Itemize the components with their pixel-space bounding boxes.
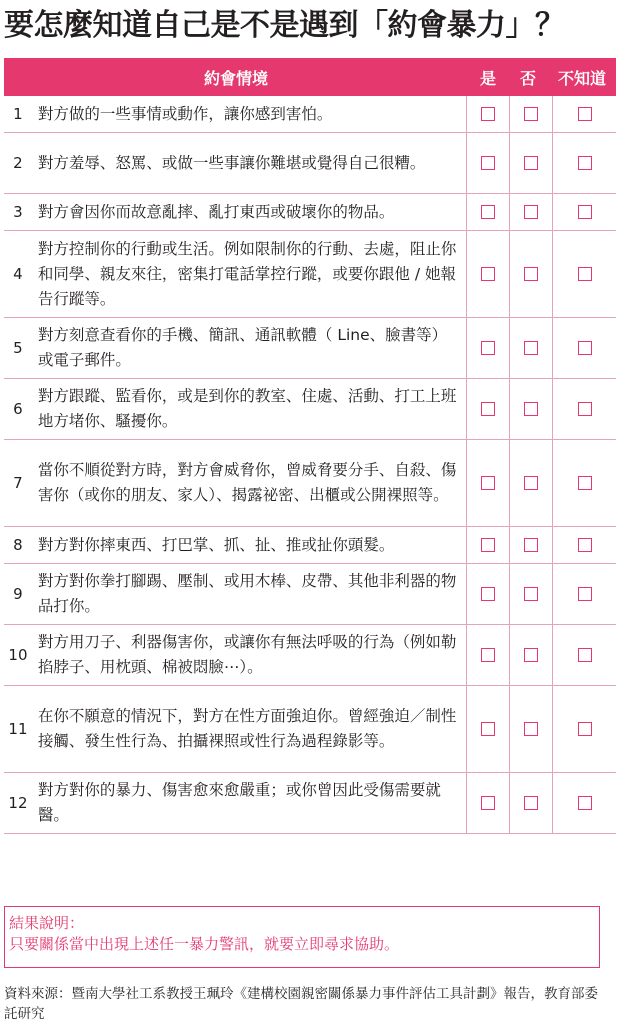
table-row bbox=[4, 440, 616, 527]
cell-unknown bbox=[552, 564, 616, 624]
row-number: 3 bbox=[13, 203, 23, 221]
checkbox-unknown[interactable] bbox=[578, 205, 592, 219]
row-text: 對方跟蹤、監看你，或是到你的教室、住處、活動、打工上班地方堵你、騷擾你。 bbox=[37, 387, 457, 430]
page-title: 要怎麼知道自己是不是遇到「約會暴力」？ bbox=[4, 8, 565, 43]
row-number: 4 bbox=[13, 265, 23, 283]
table-row bbox=[4, 96, 616, 133]
row-number: 7 bbox=[13, 474, 23, 492]
checkbox-unknown[interactable] bbox=[578, 796, 592, 810]
table-row bbox=[4, 133, 616, 194]
checkbox-unknown[interactable] bbox=[578, 107, 592, 121]
cell-yes bbox=[466, 133, 509, 193]
row-text: 對方用刀子、利器傷害你，或讓你有無法呼吸的行為（例如勒掐脖子、用枕頭、棉被悶臉⋯）。 bbox=[37, 633, 457, 676]
table-row bbox=[4, 625, 616, 686]
checkbox-no[interactable] bbox=[524, 587, 538, 601]
cell-yes bbox=[466, 527, 509, 563]
row-number: 8 bbox=[13, 536, 23, 554]
checkbox-no[interactable] bbox=[524, 107, 538, 121]
checkbox-yes[interactable] bbox=[481, 722, 495, 736]
row-text: 對方對你的暴力、傷害愈來愈嚴重；或你曾因此受傷需要就醫。 bbox=[37, 781, 441, 824]
checkbox-yes[interactable] bbox=[481, 648, 495, 662]
cell-no bbox=[509, 440, 552, 526]
checkbox-unknown[interactable] bbox=[578, 722, 592, 736]
table-header bbox=[4, 58, 616, 96]
cell-unknown bbox=[552, 686, 616, 772]
row-text: 對方羞辱、怒罵、或做一些事讓你難堪或覺得自己很糟。 bbox=[37, 153, 426, 172]
cell-yes bbox=[466, 686, 509, 772]
checkbox-unknown[interactable] bbox=[578, 587, 592, 601]
checkbox-yes[interactable] bbox=[481, 538, 495, 552]
checkbox-yes[interactable] bbox=[481, 341, 495, 355]
checkbox-no[interactable] bbox=[524, 341, 538, 355]
table-body bbox=[4, 96, 616, 834]
source-note: 資料來源：暨南大學社工系教授王珮玲《建構校園親密關係暴力事件評估工具計劃》報告，教育部委託研究 bbox=[4, 986, 598, 1022]
row-number: 5 bbox=[13, 339, 23, 357]
cell-yes bbox=[466, 564, 509, 624]
cell-unknown bbox=[552, 231, 616, 317]
checklist-table bbox=[4, 58, 616, 834]
cell-yes bbox=[466, 625, 509, 685]
header-yes: 是 bbox=[479, 68, 496, 88]
checkbox-no[interactable] bbox=[524, 476, 538, 490]
checkbox-no[interactable] bbox=[524, 796, 538, 810]
row-text: 對方會因你而故意亂摔、亂打東西或破壞你的物品。 bbox=[37, 202, 395, 221]
checkbox-no[interactable] bbox=[524, 538, 538, 552]
row-number: 11 bbox=[8, 720, 28, 738]
cell-yes bbox=[466, 440, 509, 526]
cell-yes bbox=[466, 231, 509, 317]
header-no: 否 bbox=[519, 68, 536, 88]
cell-unknown bbox=[552, 440, 616, 526]
checkbox-no[interactable] bbox=[524, 648, 538, 662]
checkbox-yes[interactable] bbox=[481, 267, 495, 281]
row-number: 6 bbox=[13, 400, 23, 418]
header-unknown: 不知道 bbox=[557, 68, 606, 88]
cell-yes bbox=[466, 318, 509, 378]
checkbox-no[interactable] bbox=[524, 156, 538, 170]
checkbox-yes[interactable] bbox=[481, 402, 495, 416]
cell-no bbox=[509, 686, 552, 772]
checkbox-unknown[interactable] bbox=[578, 402, 592, 416]
cell-unknown bbox=[552, 96, 616, 132]
cell-yes bbox=[466, 194, 509, 230]
cell-no bbox=[509, 773, 552, 833]
checkbox-unknown[interactable] bbox=[578, 538, 592, 552]
cell-no bbox=[509, 194, 552, 230]
checkbox-yes[interactable] bbox=[481, 796, 495, 810]
checkbox-yes[interactable] bbox=[481, 156, 495, 170]
row-number: 9 bbox=[13, 585, 23, 603]
table-row bbox=[4, 379, 616, 440]
table-row bbox=[4, 194, 616, 231]
table-row bbox=[4, 564, 616, 625]
cell-unknown bbox=[552, 527, 616, 563]
row-number: 1 bbox=[13, 105, 23, 123]
cell-no bbox=[509, 625, 552, 685]
checkbox-no[interactable] bbox=[524, 205, 538, 219]
row-number: 12 bbox=[8, 794, 28, 812]
cell-no bbox=[509, 318, 552, 378]
row-text: 對方做的一些事情或動作，讓你感到害怕。 bbox=[37, 104, 333, 123]
checkbox-no[interactable] bbox=[524, 402, 538, 416]
cell-no bbox=[509, 133, 552, 193]
checkbox-no[interactable] bbox=[524, 267, 538, 281]
header-situation: 約會情境 bbox=[203, 68, 268, 88]
table-row bbox=[4, 231, 616, 318]
row-text: 對方控制你的行動或生活。例如限制你的行動、去處，阻止你和同學、親友來往，密集打電話掌控行蹤，或要你跟他 / 她報告行蹤等。 bbox=[37, 239, 457, 308]
row-text: 對方刻意查看你的手機、簡訊、通訊軟體（ Line、臉書等）或電子郵件。 bbox=[37, 326, 448, 369]
checkbox-unknown[interactable] bbox=[578, 476, 592, 490]
checkbox-yes[interactable] bbox=[481, 476, 495, 490]
checkbox-yes[interactable] bbox=[481, 205, 495, 219]
cell-unknown bbox=[552, 379, 616, 439]
table-row bbox=[4, 773, 616, 834]
cell-yes bbox=[466, 96, 509, 132]
row-number: 10 bbox=[8, 646, 28, 664]
row-text: 對方對你拳打腳踢、壓制、或用木棒、皮帶、其他非利器的物品打你。 bbox=[37, 572, 457, 615]
cell-no bbox=[509, 96, 552, 132]
checkbox-unknown[interactable] bbox=[578, 341, 592, 355]
row-text: 在你不願意的情況下，對方在性方面強迫你。曾經強迫／制性接觸、發生性行為、拍攝裸照或性行為過程錄影等。 bbox=[37, 707, 457, 750]
checkbox-unknown[interactable] bbox=[578, 648, 592, 662]
cell-unknown bbox=[552, 625, 616, 685]
result-box bbox=[4, 906, 600, 968]
cell-no bbox=[509, 527, 552, 563]
checkbox-yes[interactable] bbox=[481, 587, 495, 601]
cell-unknown bbox=[552, 194, 616, 230]
cell-unknown bbox=[552, 773, 616, 833]
row-text: 當你不順從對方時，對方會威脅你，曾威脅要分手、自殺、傷害你（或你的朋友、家人）、揭露祕密、出櫃或公開裸照等。 bbox=[37, 461, 457, 504]
result-heading: 結果說明： bbox=[9, 914, 85, 932]
cell-no bbox=[509, 564, 552, 624]
checkbox-no[interactable] bbox=[524, 722, 538, 736]
cell-yes bbox=[466, 379, 509, 439]
cell-no bbox=[509, 379, 552, 439]
cell-yes bbox=[466, 773, 509, 833]
row-number: 2 bbox=[13, 154, 23, 172]
table-row bbox=[4, 527, 616, 564]
cell-no bbox=[509, 231, 552, 317]
cell-unknown bbox=[552, 133, 616, 193]
table-row bbox=[4, 318, 616, 379]
table-row bbox=[4, 686, 616, 773]
checkbox-unknown[interactable] bbox=[578, 267, 592, 281]
row-text: 對方對你摔東西、打巴掌、抓、扯、推或扯你頭髮。 bbox=[37, 535, 395, 554]
result-text: 只要關係當中出現上述任一暴力警訊，就要立即尋求協助。 bbox=[9, 935, 400, 953]
cell-unknown bbox=[552, 318, 616, 378]
checkbox-unknown[interactable] bbox=[578, 156, 592, 170]
checkbox-yes[interactable] bbox=[481, 107, 495, 121]
